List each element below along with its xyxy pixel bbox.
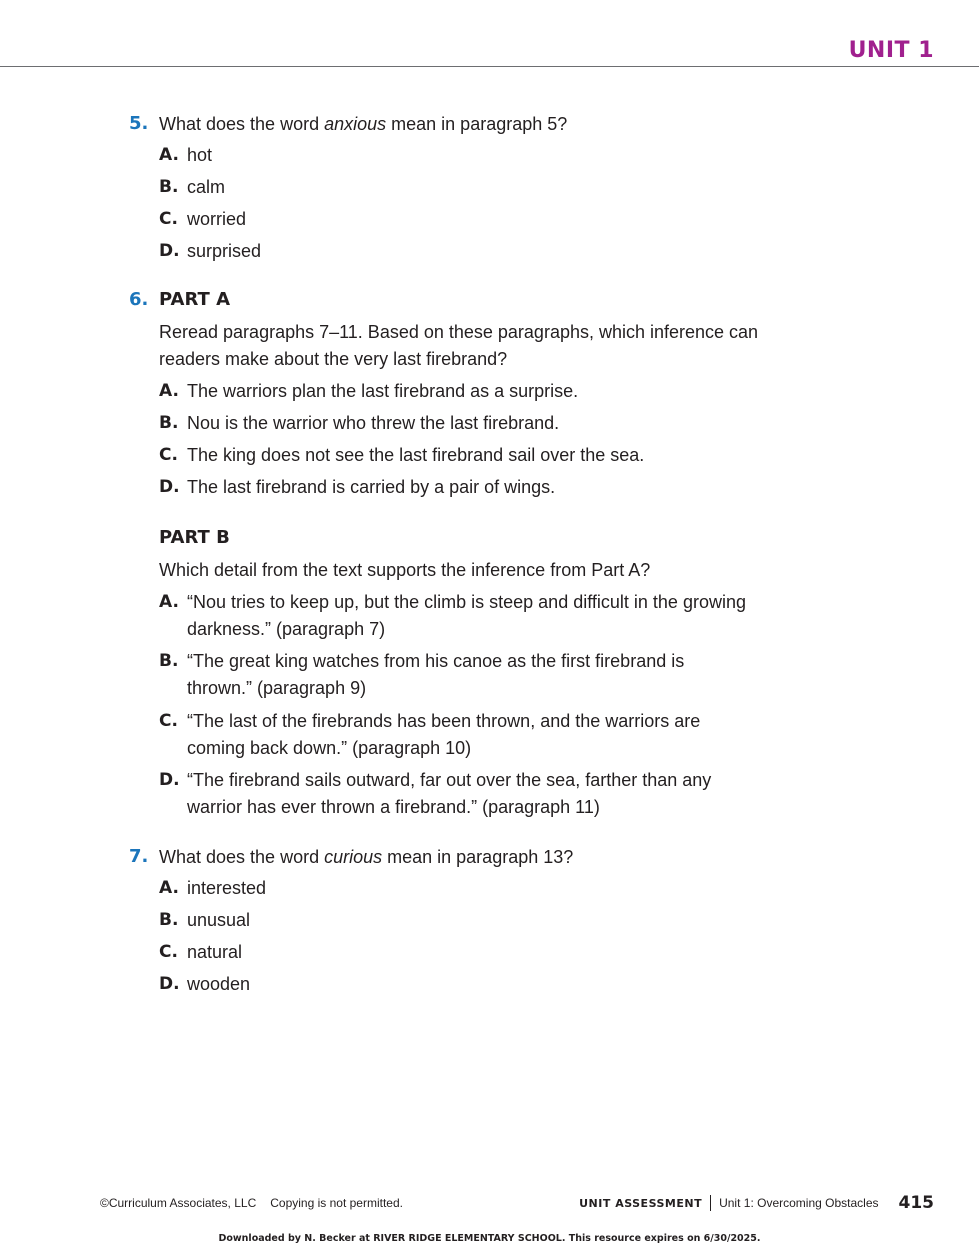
- answer-option[interactable]: D. The last firebrand is carried by a pair of wings.: [159, 477, 556, 497]
- footer-left: [100, 1196, 403, 1210]
- header-rule: [0, 66, 979, 67]
- answer-option[interactable]: A. hot: [159, 145, 213, 165]
- answer-option[interactable]: B. calm: [159, 177, 226, 197]
- part-a-prompt: Reread paragraphs 7–11. Based on these paragraphs, which inference can readers make about the very last firebrand?: [159, 322, 759, 369]
- question-stem: What does the word curious mean in paragraph 13?: [159, 847, 574, 867]
- target-word: curious: [324, 847, 383, 867]
- answer-option[interactable]: C. The king does not see the last firebrand sail over the sea.: [159, 445, 645, 465]
- footer-right: [579, 1192, 934, 1214]
- answer-option[interactable]: D. surprised: [159, 241, 262, 261]
- answer-option[interactable]: D. wooden: [159, 974, 251, 994]
- answer-option[interactable]: A. interested: [159, 878, 267, 898]
- question-number: 7.: [129, 846, 149, 867]
- copy-notice: Copying is not permitted.: [270, 1196, 403, 1210]
- answer-option[interactable]: A. “Nou tries to keep up, but the climb is steep and difficult in the growing darkness.” (paragraph 7): [159, 592, 746, 639]
- footer-divider: [710, 1195, 711, 1211]
- question-number: 5.: [129, 113, 149, 134]
- download-note: Downloaded by N. Becker at RIVER RIDGE ELEMENTARY SCHOOL. This resource expires on 6/30/2025.: [218, 1233, 761, 1244]
- answer-option[interactable]: C. worried: [159, 209, 247, 229]
- copyright: ©Curriculum Associates, LLC: [100, 1196, 257, 1210]
- answer-option[interactable]: B. Nou is the warrior who threw the last firebrand.: [159, 413, 560, 433]
- part-b-title: PART B: [159, 527, 230, 548]
- answer-option[interactable]: A. The warriors plan the last firebrand as a surprise.: [159, 381, 579, 401]
- answer-option[interactable]: B. “The great king watches from his canoe as the first firebrand is thrown.” (paragraph 9): [159, 651, 685, 698]
- assessment-label: UNIT ASSESSMENT: [579, 1196, 703, 1210]
- question-number: 6.: [129, 289, 149, 310]
- unit-title: Unit 1: Overcoming Obstacles: [719, 1196, 879, 1210]
- answer-option[interactable]: C. “The last of the firebrands has been thrown, and the warriors are coming back down.” (paragraph 10): [159, 711, 701, 758]
- part-a-title: PART A: [159, 289, 230, 310]
- question-stem: What does the word anxious mean in paragraph 5?: [159, 114, 568, 134]
- part-b-prompt: Which detail from the text supports the inference from Part A?: [159, 560, 651, 580]
- page-number: 415: [898, 1193, 934, 1213]
- answer-option[interactable]: B. unusual: [159, 910, 251, 930]
- unit-label: UNIT 1: [848, 38, 934, 63]
- answer-option[interactable]: D. “The firebrand sails outward, far out over the sea, farther than any warrior has ever thrown a firebrand.” (paragraph 11): [159, 770, 712, 817]
- target-word: anxious: [324, 114, 387, 134]
- answer-option[interactable]: C. natural: [159, 942, 243, 962]
